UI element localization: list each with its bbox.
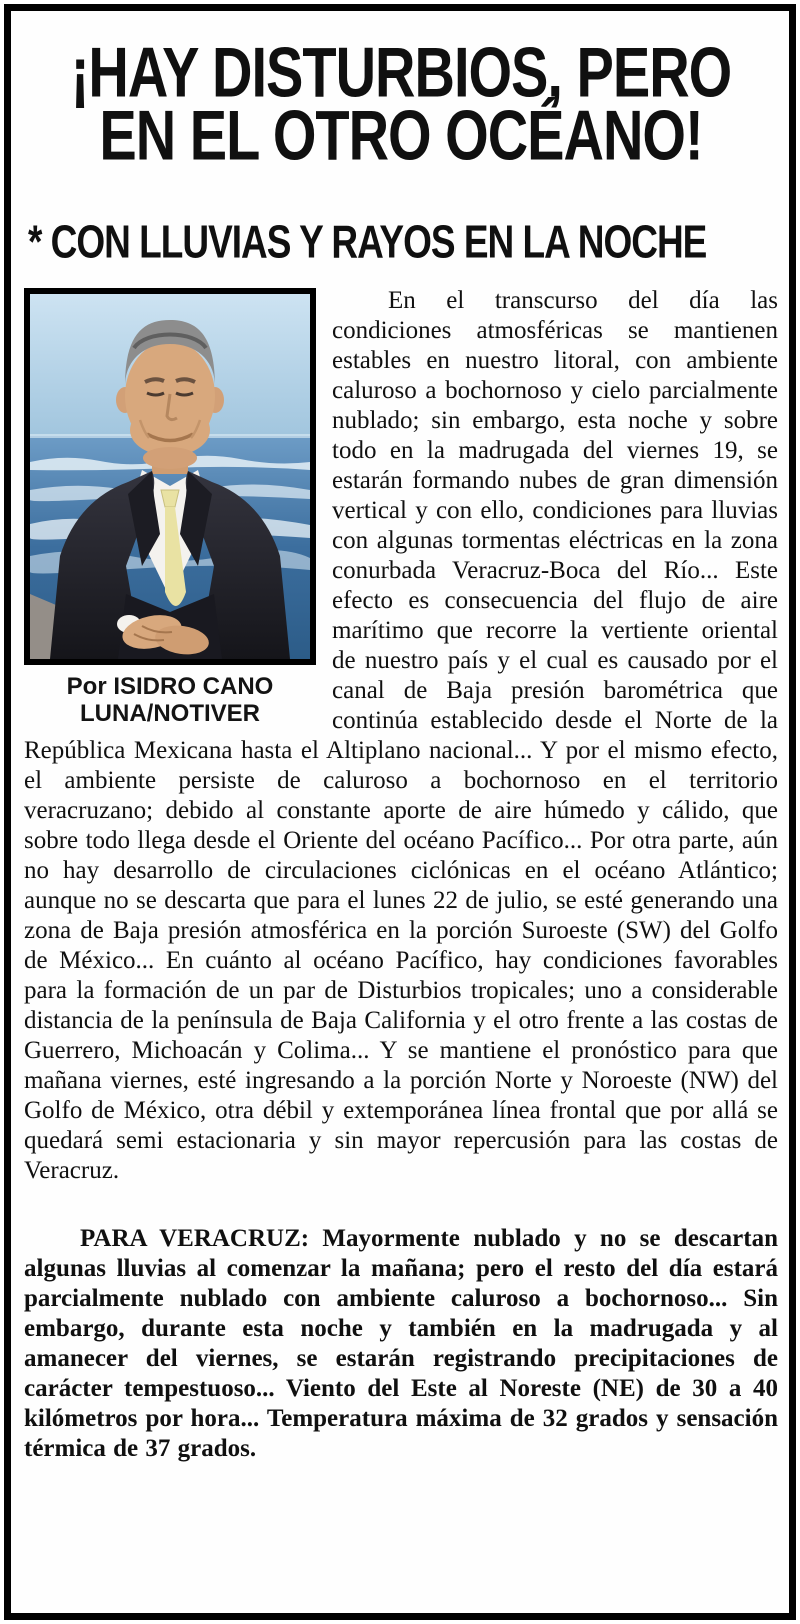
main-paragraph: En el transcurso del día las condiciones atmosféricas se mantienen estables en nuestro litoral, con ambiente caluroso a bochornoso y cielo parcialmente nublado; sin embargo, esta noche y sobre todo en la madrugada del viernes 19, se estarán formando nubes de gran dimensión vertical y con ello, condiciones para lluvias con algunas tormentas eléctricas en la zona conurbada Veracruz-Boca del Río... Este efecto es consecuencia del flujo de aire marítimo que recorre la vertiente oriental de nuestro país y el cual es causado por el canal de Baja presión barométrica que continúa establecido desde el Norte de la República Mexicana hasta el Altiplano nacional... Y por el mismo efecto, el ambiente persiste de caluroso a bochornoso en el territorio veracruzano; debido al constante aporte de aire húmedo y cálido, que sobre todo llega desde el Oriente del océano Pacífico... Por otra parte, aún no hay desarrollo de circulaciones ciclónicas en el océano Atlántico; aunque no se descarta que para el lunes 22 de julio, se esté generando una zona de Baja presión atmosférica en la porción Suroeste (SW) del Golfo de México... En cuánto al océano Pacífico, hay condiciones favorables para la formación de un par de Disturbios tropicales; uno a considerable distancia de la península de Baja California y el otro frente a las costas de Guerrero, Michoacán y Colima... Y se mantiene el pronóstico para que mañana viernes, esté ingresando a la porción Norte y Noroeste (NW) del Golfo de México, otra débil y extemporánea línea frontal que por allá se quedará semi estacionaria y sin mayor repercusión para las costas de Veracruz. (24, 287, 778, 1184)
subhead: * CON LLUVIAS Y RAYOS EN LA NOCHE (28, 216, 707, 268)
headline (24, 32, 778, 175)
author-photo (24, 288, 316, 665)
photo-caption (24, 673, 316, 727)
headline-line-2: EN EL OTRO OCÉANO! (99, 95, 703, 175)
forecast-paragraph: PARA VERACRUZ: Mayormente nublado y no se descartan algunas lluvias al comenzar la mañana; pero el resto del día estará parcialmente nublado con ambiente caluroso a bochornoso... Sin embargo, durante esta noche y también en la madrugada y al amanecer del viernes, se estarán registrando precipitaciones de carácter tempestuoso... Viento del Este al Noreste (NE) de 30 a 40 kilómetros por hora... Temperatura máxima de 32 grados y sensación térmica de 37 grados. (24, 1225, 778, 1462)
article-frame (4, 4, 796, 1620)
author-photo-illustration (30, 294, 310, 659)
photo-caption-line-1: Por ISIDRO CANO (66, 673, 274, 700)
article-body (24, 286, 778, 1464)
headline-line-1: ¡HAY DISTURBIOS, PERO (70, 32, 732, 112)
author-photo-figure (24, 288, 316, 727)
photo-caption-line-2: LUNA/NOTIVER (80, 700, 260, 727)
